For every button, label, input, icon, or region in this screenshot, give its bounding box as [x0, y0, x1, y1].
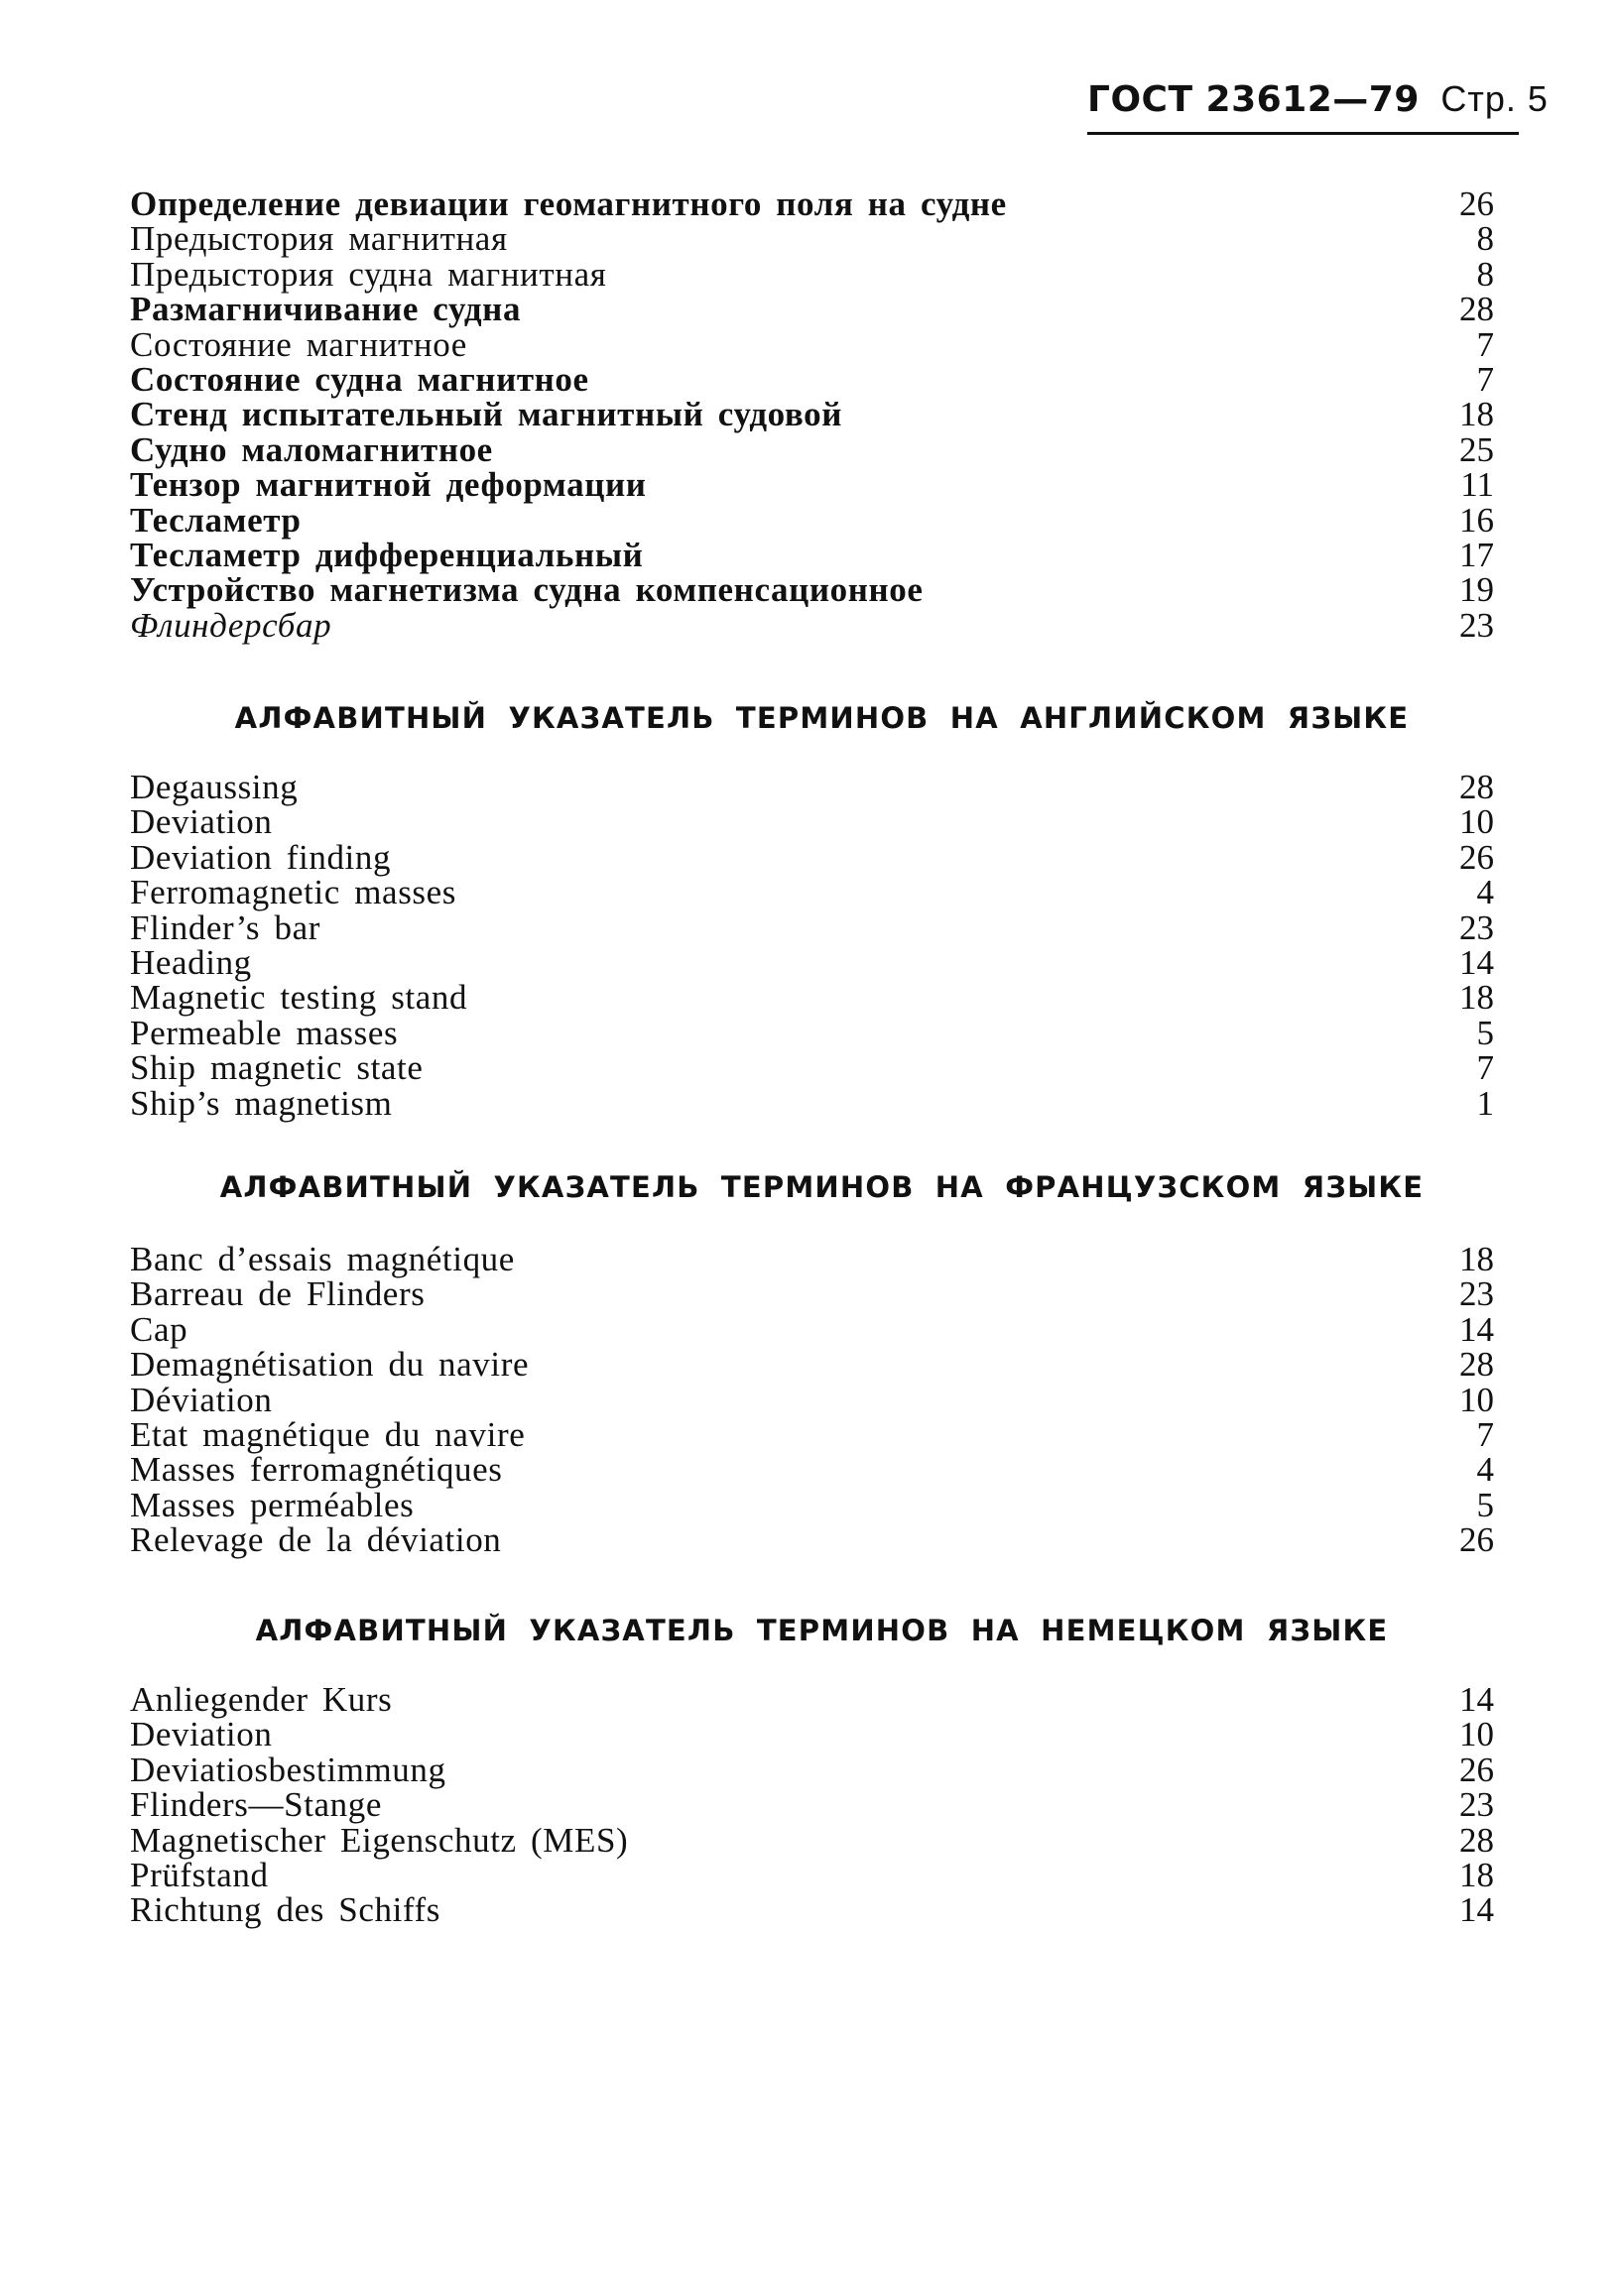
page-reference: 19 — [1459, 570, 1494, 610]
page-reference: 11 — [1460, 465, 1494, 505]
page-reference: 23 — [1459, 1785, 1494, 1825]
index-entry — [130, 873, 1514, 912]
page-reference: 4 — [1476, 873, 1494, 912]
index-term: Deviatiosbestimmung — [130, 1750, 446, 1789]
index-term: Состояние магнитное — [130, 324, 467, 364]
index-entry — [130, 1083, 1514, 1123]
index-entry — [130, 1380, 1514, 1419]
standard-number: ГОСТ 23612—79 — [1087, 79, 1420, 120]
index-term: Relevage de la déviation — [130, 1520, 502, 1560]
index-entry — [130, 1048, 1514, 1088]
page-reference: 14 — [1459, 1680, 1494, 1719]
english-term-index — [130, 770, 1514, 1121]
index-entry — [130, 535, 1514, 574]
page-reference: 26 — [1459, 184, 1494, 223]
index-entry — [130, 770, 1514, 804]
page-reference: 4 — [1476, 1450, 1494, 1490]
page-reference: 14 — [1459, 1309, 1494, 1349]
index-term: Ship’s magnetism — [130, 1083, 393, 1123]
index-entry — [130, 1345, 1514, 1385]
page-reference: 5 — [1476, 1485, 1494, 1524]
index-term: Banc d’essais magnétique — [130, 1240, 515, 1278]
index-entry — [130, 1890, 1514, 1930]
page-reference: 18 — [1459, 978, 1494, 1018]
index-entry — [130, 1242, 1514, 1276]
page-reference: 23 — [1459, 605, 1494, 645]
index-entry — [130, 290, 1514, 329]
index-term: Стенд испытательный магнитный судовой — [130, 395, 843, 434]
german-index-heading: АЛФАВИТНЫЙ УКАЗАТЕЛЬ ТЕРМИНОВ НА НЕМЕЦКОМ ЯЗЫКЕ — [255, 1614, 1389, 1647]
index-term: Определение девиации геомагнитного поля на судне — [130, 184, 1007, 223]
page-reference: 17 — [1459, 535, 1494, 574]
index-term: Размагничивание судна — [130, 290, 522, 329]
page-reference: 10 — [1459, 1380, 1494, 1419]
page-reference: 23 — [1459, 907, 1494, 947]
index-term: Barreau de Flinders — [130, 1274, 426, 1314]
index-entry — [130, 1855, 1514, 1894]
page-reference: 7 — [1476, 359, 1494, 399]
index-term: Flinder’s bar — [130, 907, 320, 947]
index-term: Cap — [130, 1309, 188, 1349]
page-reference: 8 — [1476, 219, 1494, 259]
index-term: Flinders—Stange — [130, 1785, 382, 1825]
index-entry — [130, 605, 1514, 645]
page-reference: 7 — [1476, 1414, 1494, 1454]
page-reference: 28 — [1459, 1345, 1494, 1385]
index-term: Magnetischer Eigenschutz (MES) — [130, 1820, 629, 1860]
page-reference: 26 — [1459, 837, 1494, 877]
page-reference: 14 — [1459, 1890, 1494, 1930]
index-term: Судно маломагнитное — [130, 429, 493, 469]
page-reference: 10 — [1459, 802, 1494, 842]
index-entry — [130, 395, 1514, 434]
running-header — [1087, 77, 1549, 135]
index-entry — [130, 186, 1514, 221]
page-reference: 5 — [1476, 1013, 1494, 1052]
page-reference: 18 — [1459, 1240, 1494, 1278]
page-reference: 7 — [1476, 1048, 1494, 1088]
index-term: Heading — [130, 942, 252, 982]
index-term: Richtung des Schiffs — [130, 1890, 441, 1930]
index-term: Degaussing — [130, 768, 299, 806]
index-term: Устройство магнетизма судна компенсационное — [130, 570, 924, 610]
page-reference: 18 — [1459, 395, 1494, 434]
page-reference: 14 — [1459, 942, 1494, 982]
german-term-index — [130, 1682, 1514, 1928]
index-term: Тензор магнитной деформации — [130, 465, 647, 505]
index-entry — [130, 978, 1514, 1018]
index-entry — [130, 465, 1514, 505]
index-entry — [130, 1820, 1514, 1860]
index-entry — [130, 1309, 1514, 1349]
page-reference: 10 — [1459, 1715, 1494, 1754]
index-entry — [130, 1682, 1514, 1717]
page-reference: 26 — [1459, 1520, 1494, 1560]
index-term: Anliegender Kurs — [130, 1680, 393, 1719]
index-entry — [130, 1450, 1514, 1490]
english-index-heading: АЛФАВИТНЫЙ УКАЗАТЕЛЬ ТЕРМИНОВ НА АНГЛИЙСКОМ ЯЗЫКЕ — [234, 701, 1410, 735]
index-term: Masses perméables — [130, 1485, 415, 1524]
index-entry — [130, 907, 1514, 947]
index-entry — [130, 802, 1514, 842]
index-entry — [130, 1485, 1514, 1524]
index-term: Prüfstand — [130, 1855, 269, 1894]
index-entry — [130, 429, 1514, 469]
index-entry — [130, 254, 1514, 294]
page-reference: 28 — [1459, 290, 1494, 329]
page-reference: 26 — [1459, 1750, 1494, 1789]
index-term: Флиндерсбар — [130, 605, 332, 645]
index-term: Предыстория судна магнитная — [130, 254, 607, 294]
page-reference: 25 — [1459, 429, 1494, 469]
page-reference: 7 — [1476, 324, 1494, 364]
page-reference: 28 — [1459, 1820, 1494, 1860]
index-term: Ship magnetic state — [130, 1048, 424, 1088]
index-term: Тесламетр — [130, 500, 302, 540]
index-entry — [130, 324, 1514, 364]
page-reference: 1 — [1476, 1083, 1494, 1123]
index-term: Deviation — [130, 1715, 273, 1754]
index-term: Deviation — [130, 802, 273, 842]
russian-term-index — [130, 186, 1514, 643]
page-reference: 16 — [1459, 500, 1494, 540]
index-term: Состояние судна магнитное — [130, 359, 589, 399]
index-term: Demagnétisation du navire — [130, 1345, 530, 1385]
index-term: Magnetic testing stand — [130, 978, 468, 1018]
index-entry — [130, 570, 1514, 610]
index-term: Masses ferromagnétiques — [130, 1450, 503, 1490]
index-entry — [130, 837, 1514, 877]
page-reference: 8 — [1476, 254, 1494, 294]
index-term: Etat magnétique du navire — [130, 1414, 526, 1454]
page-reference: 23 — [1459, 1274, 1494, 1314]
page-number: Стр. 5 — [1440, 78, 1549, 119]
index-entry — [130, 1414, 1514, 1454]
index-entry — [130, 1785, 1514, 1825]
index-term: Déviation — [130, 1380, 273, 1419]
index-entry — [130, 359, 1514, 399]
index-entry — [130, 1520, 1514, 1560]
index-entry — [130, 500, 1514, 540]
index-entry — [130, 1013, 1514, 1052]
page-reference: 28 — [1459, 768, 1494, 806]
page-reference: 18 — [1459, 1855, 1494, 1894]
index-term: Deviation finding — [130, 837, 392, 877]
index-entry — [130, 219, 1514, 259]
index-term: Предыстория магнитная — [130, 219, 508, 259]
index-term: Ferromagnetic masses — [130, 873, 456, 912]
index-entry — [130, 942, 1514, 982]
index-term: Тесламетр дифференциальный — [130, 535, 644, 574]
french-term-index — [130, 1242, 1514, 1558]
index-entry — [130, 1752, 1514, 1787]
french-index-heading: АЛФАВИТНЫЙ УКАЗАТЕЛЬ ТЕРМИНОВ НА ФРАНЦУЗСКОМ ЯЗЫКЕ — [219, 1170, 1425, 1204]
index-term: Permeable masses — [130, 1013, 399, 1052]
index-entry — [130, 1717, 1514, 1752]
index-entry — [130, 1274, 1514, 1314]
